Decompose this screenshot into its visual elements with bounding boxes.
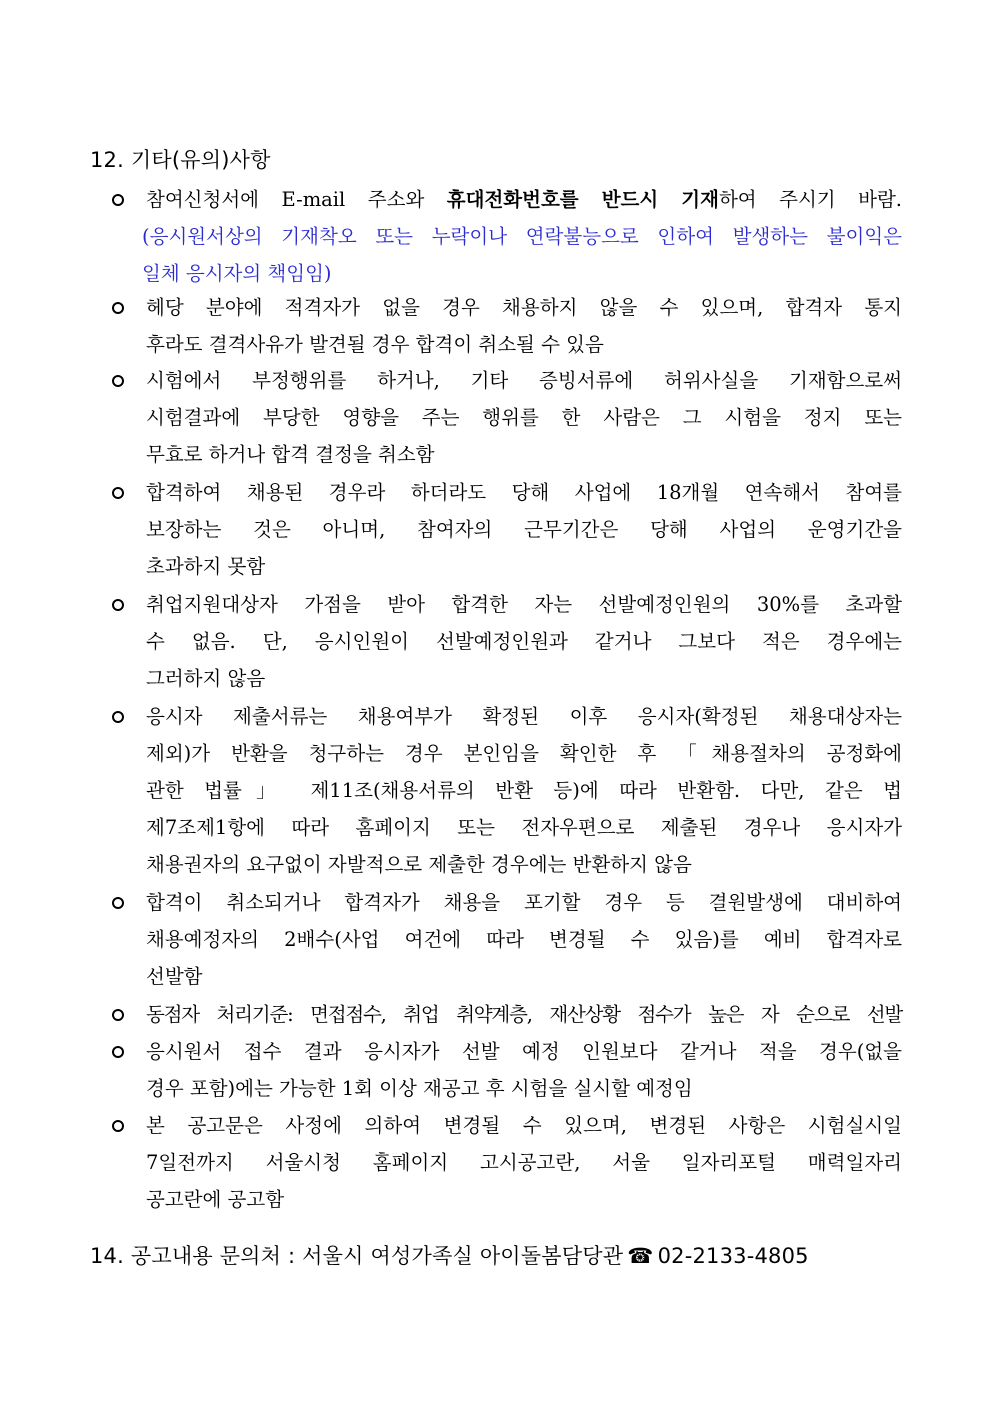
list-item-line: 제7조제1항에 따라 홈페이지 또는 전자우편으로 제출된 경우나 응시자가	[146, 816, 902, 839]
list-item-participation-period	[112, 474, 902, 585]
list-item-line: 선발함	[146, 965, 203, 988]
list-item-notice-change	[112, 1107, 902, 1218]
section-14-heading	[90, 1242, 809, 1270]
list-item-line: 응시자 제출서류는 채용여부가 확정된 이후 응시자(확정된 채용대상자는	[146, 705, 902, 728]
list-item-bonus-points	[112, 586, 902, 697]
list-item-misconduct	[112, 362, 902, 473]
list-item-line: 보장하는 것은 아니며, 참여자의 근무기간은 당해 사업의 운영기간을	[146, 518, 902, 541]
section-12-title: 12. 기타(유의)사항	[90, 148, 271, 172]
list-item-document-return	[112, 698, 902, 883]
list-item-line: 7일전까지 서울시청 홈페이지 고시공고란, 서울 일자리포털 매력일자리	[146, 1151, 902, 1174]
list-item-line: 제외)가 반환을 청구하는 경우 본인임을 확인한 후 「채용절차의 공정화에	[146, 742, 902, 765]
note-line: 일체 응시자의 책임임)	[142, 262, 332, 285]
bullet-circle-icon	[112, 289, 138, 326]
list-item-reserve-candidates	[112, 884, 902, 995]
note-line: (응시원서상의 기재착오 또는 누락이나 연락불능으로 인하여 발생하는 불이익은	[142, 225, 902, 248]
contact-phone-number: 02-2133-4805	[657, 1244, 809, 1268]
section-12-heading	[90, 146, 271, 174]
list-item-line: 채용권자의 요구없이 자발적으로 제출한 경우에는 반환하지 않음	[146, 853, 692, 876]
list-item-line: 시험결과에 부당한 영향을 주는 행위를 한 사람은 그 시험을 정지 또는	[146, 406, 902, 429]
list-item-line: 초과하지 못함	[146, 555, 266, 578]
bullet-circle-icon	[112, 474, 138, 511]
list-item-line: 합격이 취소되거나 합격자가 채용을 포기할 경우 등 결원발생에 대비하여	[146, 891, 902, 914]
list-item-line: 합격하여 채용된 경우라 하더라도 당해 사업에 18개월 연속해서 참여를	[146, 481, 902, 504]
list-item-line: 응시원서 접수 결과 응시자가 선발 예정 인원보다 같거나 적을 경우(없을	[146, 1040, 902, 1063]
telephone-icon: ☎	[627, 1244, 654, 1268]
bullet-circle-icon	[112, 996, 138, 1033]
bullet-circle-icon	[112, 181, 138, 218]
list-item-line: 헤당 분야에 적격자가 없을 경우 채용하지 않을 수 있으며, 합격자 통지	[146, 296, 902, 319]
list-item-email	[112, 181, 902, 292]
list-item-line: 관한 법률」 제11조(채용서류의 반환 등)에 따라 반환함. 다만, 같은 법	[146, 779, 902, 802]
bullet-circle-icon	[112, 362, 138, 399]
list-item-line: 시험에서 부정행위를 하거나, 기타 증빙서류에 허위사실을 기재함으로써	[146, 369, 903, 392]
list-item-line: 그러하지 않음	[146, 667, 266, 690]
list-item-line: 공고란에 공고함	[146, 1188, 285, 1211]
list-item-tie-criteria	[112, 996, 902, 1033]
list-item-no-qualified	[112, 289, 902, 363]
list-item-line: 수 없음. 단, 응시인원이 선발예정인원과 같거나 그보다 적은 경우에는	[146, 630, 902, 653]
bullet-circle-icon	[112, 698, 138, 735]
list-item-line: 본 공고문은 사정에 의하여 변경될 수 있으며, 변경된 사항은 시험실시일	[146, 1114, 902, 1137]
list-item-line: 무효로 하거나 합격 결정을 취소함	[146, 443, 435, 466]
bullet-circle-icon	[112, 884, 138, 921]
bullet-circle-icon	[112, 1107, 138, 1144]
list-item-line: 취업지원대상자 가점을 받아 합격한 자는 선발예정인원의 30%를 초과할	[146, 593, 902, 616]
list-item-line: 채용예정자의 2배수(사업 여건에 따라 변경될 수 있음)를 예비 합격자로	[146, 928, 902, 951]
bullet-circle-icon	[112, 1033, 138, 1070]
list-item-line: 동점자 처리기준: 면접점수, 취업 취약계층, 재산상황 점수가 높은 자 순으로 선발	[146, 1003, 902, 1026]
list-item-re-announcement	[112, 1033, 902, 1107]
list-item-line: 참여신청서에 E-mail 주소와 휴대전화번호를 반드시 기재하여 주시기 바람.	[146, 188, 902, 211]
section-14-title: 14. 공고내용 문의처 : 서울시 여성가족실 아이돌봄담당관	[90, 1244, 624, 1268]
bullet-circle-icon	[112, 586, 138, 623]
list-item-line: 경우 포함)에는 가능한 1회 이상 재공고 후 시험을 실시할 예정임	[146, 1077, 693, 1100]
list-item-line: 후라도 결격사유가 발견될 경우 합격이 취소될 수 있음	[146, 333, 604, 356]
